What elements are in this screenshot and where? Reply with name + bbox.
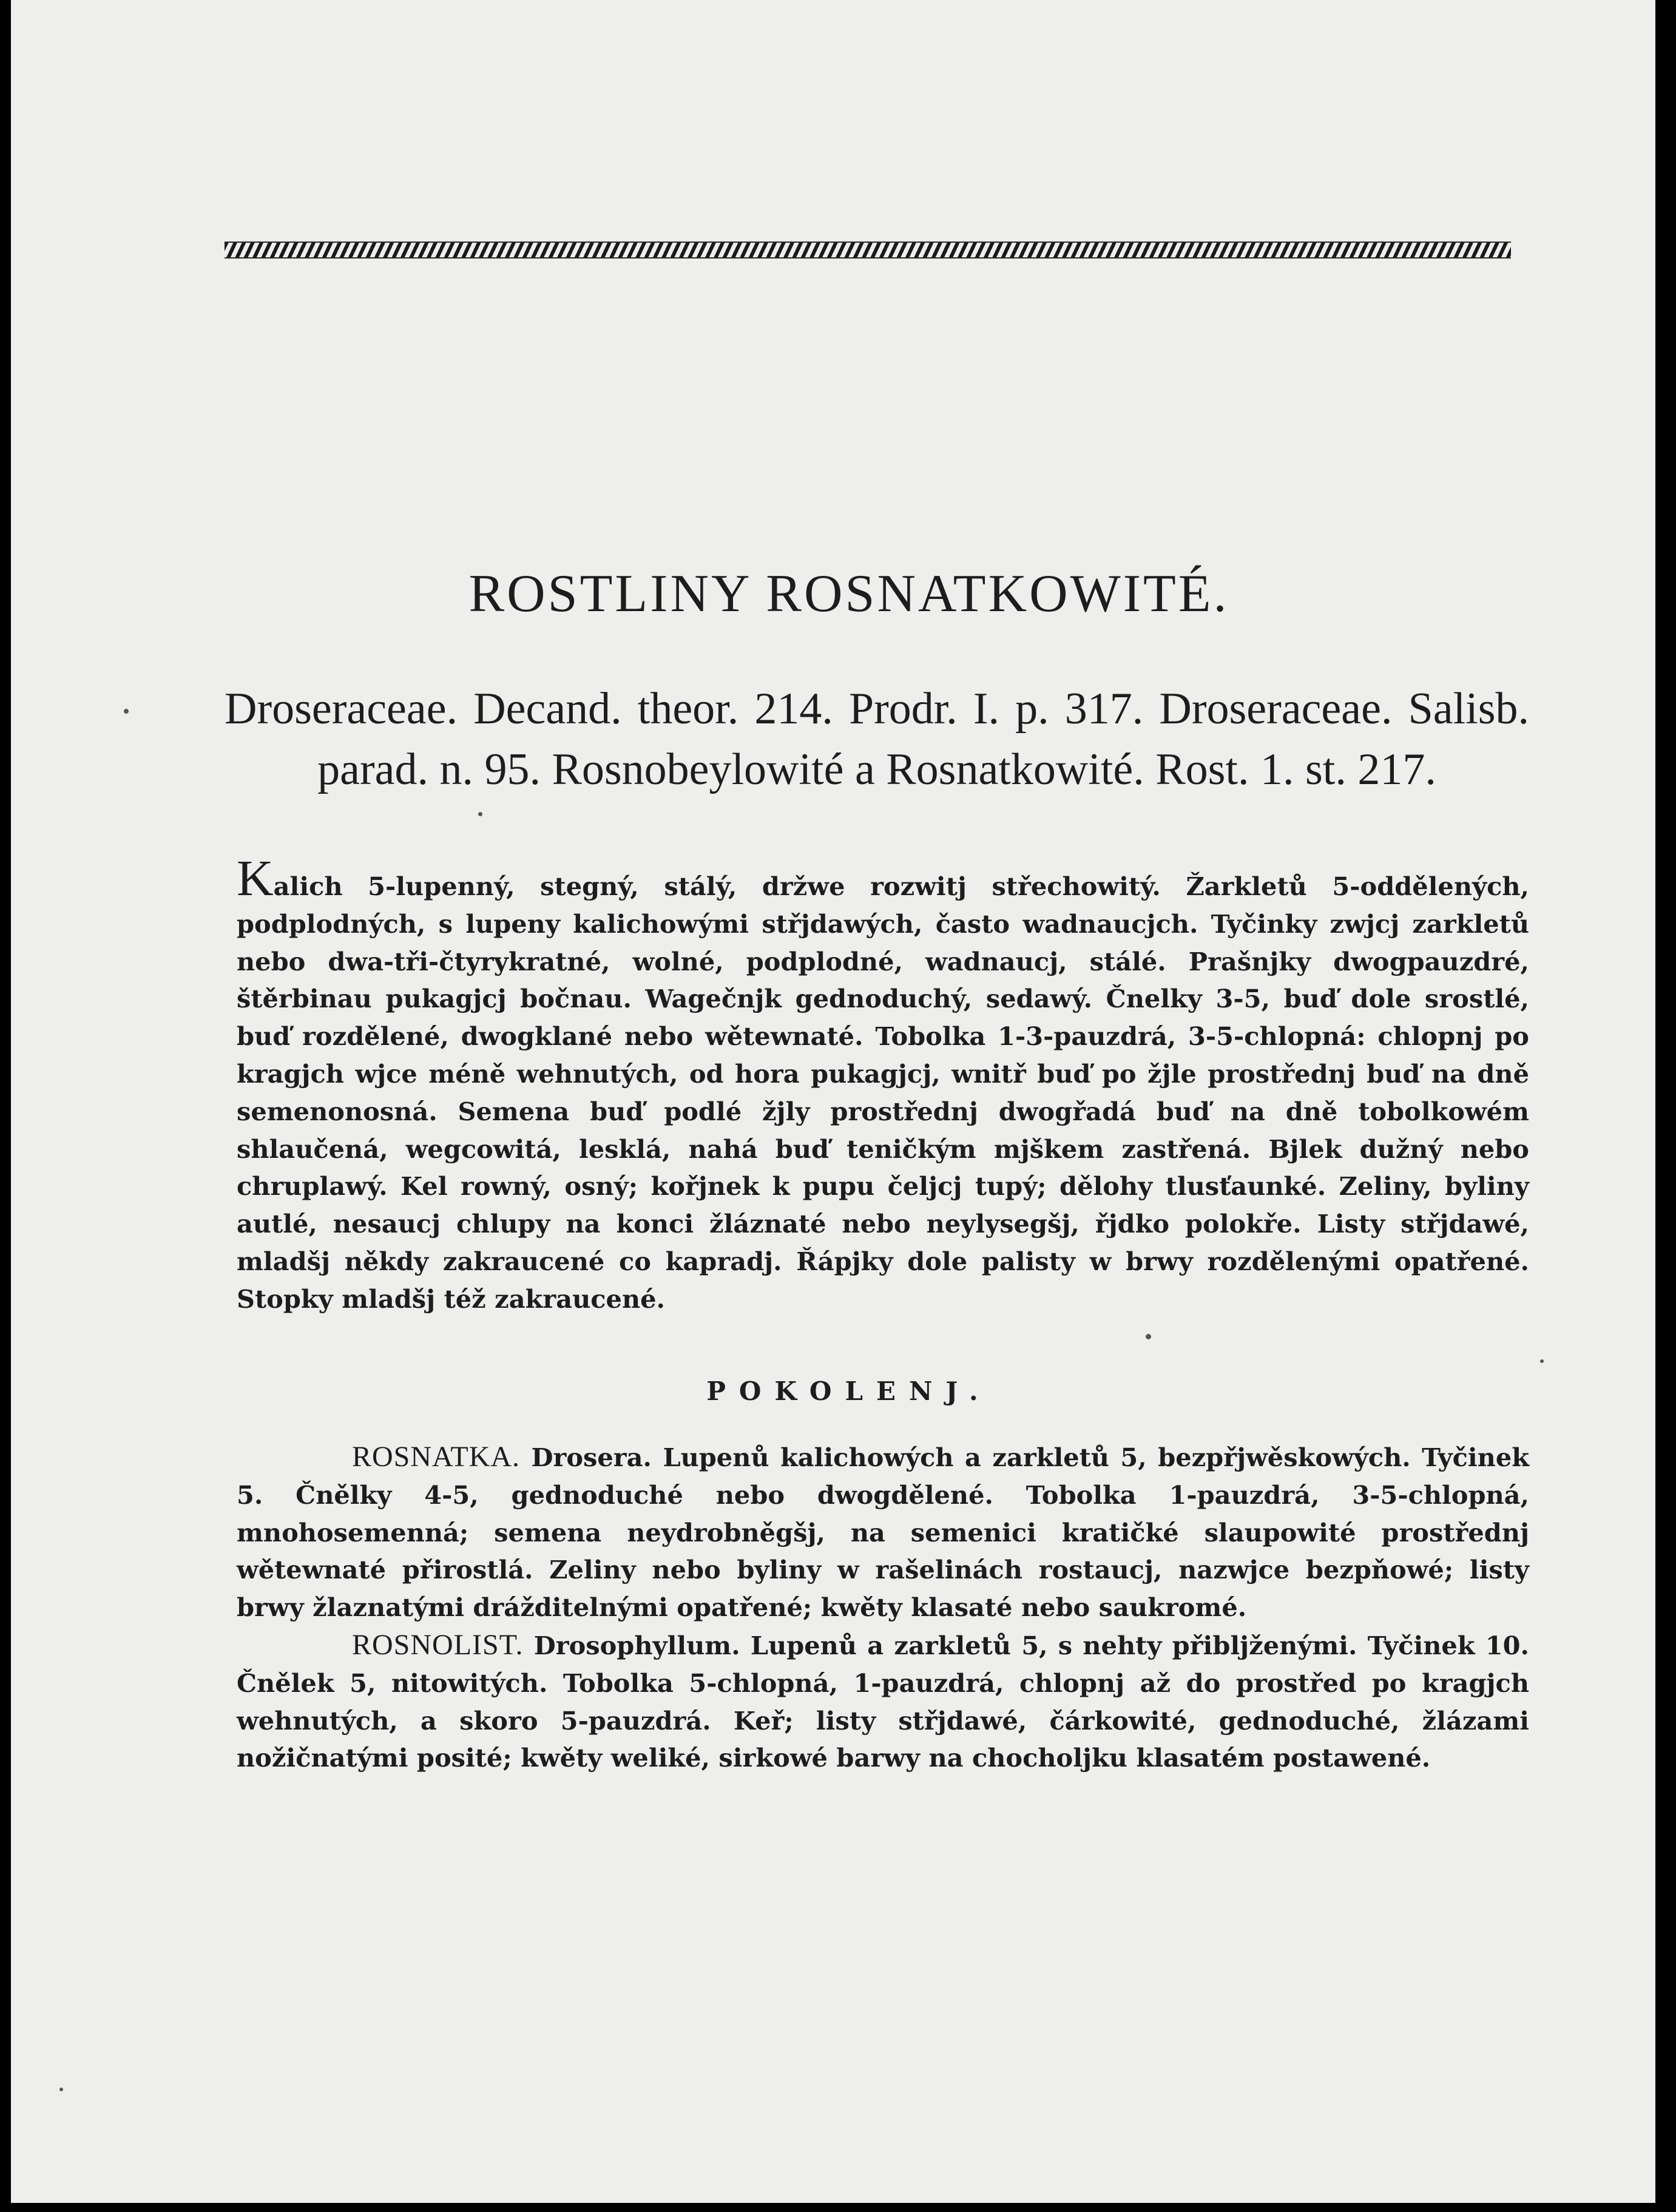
genera-list (237, 1438, 1529, 1777)
paper-speck (59, 2088, 63, 2091)
family-description-text: alich 5-lupenný, stegný, stálý, držwe rozwitj střechowitý. Žarkletů 5-oddělených, podplodných, s lupeny kalichowými střjdawých, často wadnaucjch. Tyčinky zwjcj zarkletů nebo dwa-tři-čtyrykratné, wolné, podplodné, wadnaucj, stálé. Prašnjky dwogpauzdré, štěrbinau pukagjcj bočnau. Wagečnjk gednoduchý, sedawý. Čnelky 3-5, buď dole srostlé, buď rozdělené, dwogklané nebo wětewnaté. Tobolka 1-3-pauzdrá, 3-5-chlopná: chlopnj po kragjch wjce méně wehnutých, od hora pukagjcj, wnitř buď po žjle prostřednj buď na dně semenonosná. Semena buď podlé žjly prostřednj dwogřadá buď na dně tobolkowém shlaučená, wegcowitá, lesklá, nahá buď teničkým mjškem zastřená. Bjlek dužný nebo chruplawý. Kel rowný, osný; kořjnek k pupu čeljcj tupý; dělohy tlusťaunké. Zeliny, byliny autlé, nesaucj chlupy na konci žláznaté nebo neylysegšj, řjdko polokře. Listy střjdawé, mladšj někdy zakraucené co kapradj. Řápjky dole palisty w brwy rozdělenými opatřené. Stopky mladšj též zakraucené. (237, 871, 1529, 1314)
paper-speck (124, 709, 129, 714)
family-description (237, 850, 1529, 1318)
family-synonyms: Droseraceae. Decand. theor. 214. Prodr. I. p. 317. Droseraceae. Salisb. parad. n. 95. Rosnobeylowité a Rosnatkowité. Rost. 1. st. 217. (225, 684, 1529, 794)
paper-speck (1146, 1334, 1151, 1339)
genus-description: Drosera. Lupenů kalichowých a zarkletů 5, bezpřjwěskowých. Tyčinek 5. Čnělky 4-5, gednoduché nebo dwogdělené. Tobolka 1-pauzdrá, 3-5-chlopná, mnohosemenná; semena neydrobněgšj, na semenici kratičké slaupowité prostřednj wětewnaté přirostlá. Zeliny nebo byliny w rašelinách rostaucj, nazwjce bezpňowé; listy brwy žlaznatými drážditelnými opatřené; kwěty klasaté nebo saukromé. (237, 1443, 1529, 1623)
genus-name: ROSNATKA. (352, 1441, 521, 1473)
genus-entry-rosnolist (237, 1626, 1529, 1777)
paper-speck (478, 812, 482, 816)
decorative-border-rule (225, 242, 1511, 259)
drop-cap-initial: K (237, 850, 274, 907)
genus-name: ROSNOLIST. (352, 1628, 524, 1661)
section-heading-genera: POKOLENJ. (706, 1376, 992, 1406)
book-page (11, 0, 1655, 2203)
genus-entry-rosnatka (237, 1438, 1529, 1626)
paper-speck (1540, 1359, 1544, 1363)
genus-description: Drosophyllum. Lupenů a zarkletů 5, s nehty přibljženými. Tyčinek 10. Čnělek 5, nitowitých. Tobolka 5-chlopná, 1-pauzdrá, chlopnj až do prostřed po kragjch wehnutých, a skoro 5-pauzdrá. Keř; listy střjdawé, čárkowité, gednoduché, žlázami nožičnatými posité; kwěty weliké, sirkowé barwy na chocholjku klasatém postawené. (237, 1630, 1529, 1773)
page-title: ROSTLINY ROSNATKOWITÉ. (468, 564, 1229, 623)
